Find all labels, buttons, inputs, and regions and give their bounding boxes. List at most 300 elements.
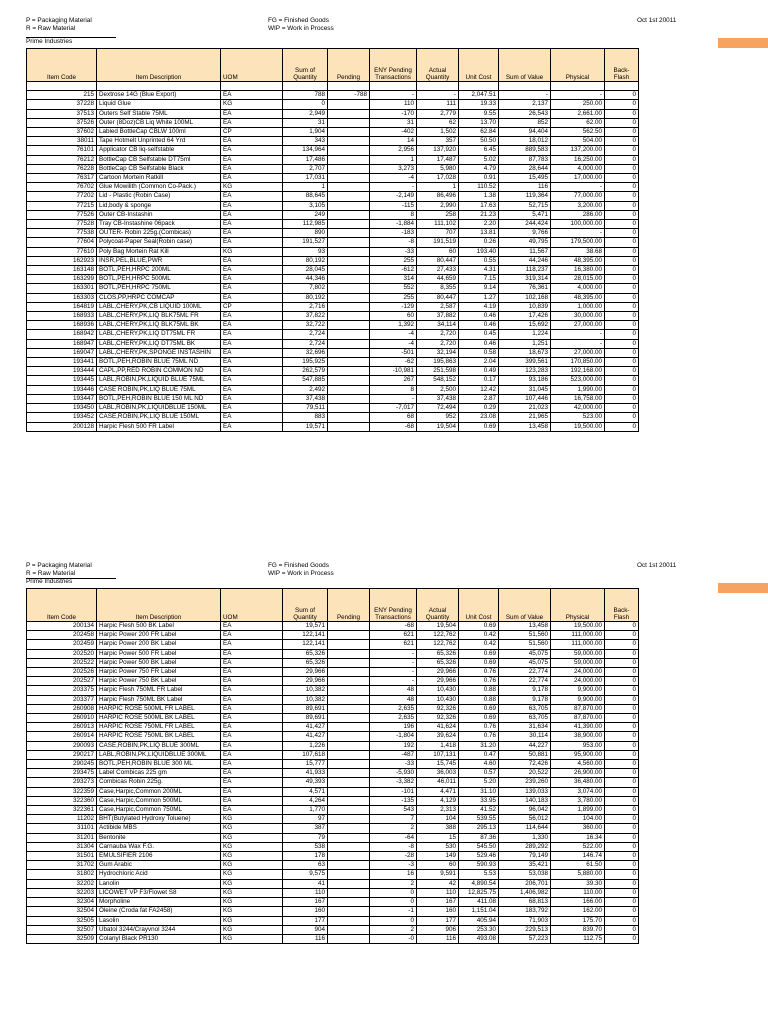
table-row bbox=[27, 201, 639, 210]
back-flash-cell: 0 bbox=[605, 146, 639, 155]
item-code-cell: 77610 bbox=[27, 247, 97, 256]
uom-cell: EA bbox=[221, 760, 283, 769]
item-code-cell: 32507 bbox=[27, 925, 97, 934]
table-row bbox=[27, 787, 639, 796]
column-header-eny-pending: ENY Pending Transactions bbox=[370, 589, 417, 622]
uom-cell: EA bbox=[221, 229, 283, 238]
unit-cost-cell: 253.30 bbox=[459, 925, 499, 934]
actual-quantity-cell: 19,504 bbox=[417, 422, 459, 431]
table-row bbox=[27, 266, 639, 275]
unit-cost-cell: 1.27 bbox=[459, 293, 499, 302]
eny-pending-cell: - bbox=[370, 183, 417, 192]
sum-of-quantity-cell: 107,618 bbox=[283, 750, 328, 759]
item-description-cell: Outer CB-Instashin bbox=[97, 210, 221, 219]
actual-quantity-cell: 357 bbox=[417, 137, 459, 146]
table-row bbox=[27, 723, 639, 732]
eny-pending-cell: -183 bbox=[370, 229, 417, 238]
table-row bbox=[27, 925, 639, 934]
physical-cell: 38.68 bbox=[551, 247, 605, 256]
item-code-cell: 215 bbox=[27, 91, 97, 100]
table-row bbox=[27, 183, 639, 192]
sum-of-value-cell: 889,583 bbox=[499, 146, 551, 155]
back-flash-cell: 0 bbox=[605, 256, 639, 265]
actual-quantity-cell: 86,496 bbox=[417, 192, 459, 201]
physical-cell: 4,000.00 bbox=[551, 284, 605, 293]
item-description-cell: BOTL,PEH,HRPC 200ML bbox=[97, 266, 221, 275]
sum-of-quantity-cell: 2,949 bbox=[283, 109, 328, 118]
physical-cell: 3,200.00 bbox=[551, 201, 605, 210]
pending-cell bbox=[328, 100, 370, 109]
physical-cell: - bbox=[551, 91, 605, 100]
pending-cell bbox=[328, 732, 370, 741]
physical-cell: 36,480.00 bbox=[551, 778, 605, 787]
table-row bbox=[27, 888, 639, 897]
table-row bbox=[27, 907, 639, 916]
table-row bbox=[27, 824, 639, 833]
item-code-cell: 76101 bbox=[27, 146, 97, 155]
column-header-uom: UOM bbox=[221, 589, 283, 622]
inventory-table-2 bbox=[26, 588, 639, 944]
sum-of-quantity-cell: 65,326 bbox=[283, 649, 328, 658]
legend-wip: WIP = Work in Process bbox=[268, 570, 334, 577]
physical-cell: 16,380.00 bbox=[551, 266, 605, 275]
sum-of-quantity-cell: 191,527 bbox=[283, 238, 328, 247]
pending-cell bbox=[328, 394, 370, 403]
item-description-cell: Harpic Power 200 BK Label bbox=[97, 640, 221, 649]
unit-cost-cell: 0.69 bbox=[459, 714, 499, 723]
item-description-cell: Carnauba Wax F.G. bbox=[97, 842, 221, 851]
back-flash-cell: 0 bbox=[605, 321, 639, 330]
actual-quantity-cell: 160 bbox=[417, 907, 459, 916]
physical-cell: 19,500.00 bbox=[551, 622, 605, 631]
item-code-cell: 77604 bbox=[27, 238, 97, 247]
back-flash-cell: 0 bbox=[605, 422, 639, 431]
item-description-cell: LABL,CHERY,PK,SPONGE INSTASHIN bbox=[97, 348, 221, 357]
item-description-cell: Lanolin bbox=[97, 879, 221, 888]
item-description-cell: Harpic Power 200 FR Label bbox=[97, 631, 221, 640]
sum-of-value-cell: 94,404 bbox=[499, 128, 551, 137]
physical-cell: 286.00 bbox=[551, 210, 605, 219]
actual-quantity-cell: 29,966 bbox=[417, 668, 459, 677]
uom-cell: EA bbox=[221, 394, 283, 403]
eny-pending-cell: 267 bbox=[370, 376, 417, 385]
eny-pending-cell: 68 bbox=[370, 413, 417, 422]
back-flash-cell: 0 bbox=[605, 266, 639, 275]
sum-of-quantity-cell: 3,105 bbox=[283, 201, 328, 210]
actual-quantity-cell: 1,418 bbox=[417, 741, 459, 750]
sum-of-quantity-cell: 904 bbox=[283, 925, 328, 934]
unit-cost-cell: 50.50 bbox=[459, 137, 499, 146]
eny-pending-cell: 110 bbox=[370, 100, 417, 109]
item-description-cell: Liquid Glue bbox=[97, 100, 221, 109]
pending-cell bbox=[328, 796, 370, 805]
table-row bbox=[27, 192, 639, 201]
eny-pending-cell: -4 bbox=[370, 174, 417, 183]
unit-cost-cell: 33.95 bbox=[459, 796, 499, 805]
sum-of-quantity-cell: 160 bbox=[283, 907, 328, 916]
item-description-cell: CASE ROBIN,PK,LIQ BLUE 75ML bbox=[97, 385, 221, 394]
eny-pending-cell: 314 bbox=[370, 275, 417, 284]
column-header-pending: Pending bbox=[328, 49, 370, 82]
item-code-cell: 169047 bbox=[27, 348, 97, 357]
back-flash-cell: 0 bbox=[605, 128, 639, 137]
actual-quantity-cell: 388 bbox=[417, 824, 459, 833]
sum-of-value-cell: 28,644 bbox=[499, 164, 551, 173]
column-header-eny-pending: ENY Pending Transactions bbox=[370, 49, 417, 82]
sum-of-value-cell: 49,795 bbox=[499, 238, 551, 247]
sum-of-value-cell: 35,421 bbox=[499, 861, 551, 870]
item-description-cell: HARPIC ROSE 750ML FR LABEL bbox=[97, 723, 221, 732]
pending-cell bbox=[328, 137, 370, 146]
physical-cell: 2,661.00 bbox=[551, 109, 605, 118]
item-description-cell: Glue Mowilith (Common Co-Pack.) bbox=[97, 183, 221, 192]
back-flash-cell: 0 bbox=[605, 640, 639, 649]
unit-cost-cell: 9.14 bbox=[459, 284, 499, 293]
item-code-cell: 163303 bbox=[27, 293, 97, 302]
item-code-cell: 76317 bbox=[27, 174, 97, 183]
item-description-cell: Cartoon Mortein Ratkill bbox=[97, 174, 221, 183]
pending-cell bbox=[328, 247, 370, 256]
item-description-cell: Colanyl Black PR130 bbox=[97, 934, 221, 943]
uom-cell: EA bbox=[221, 321, 283, 330]
sum-of-quantity-cell: 883 bbox=[283, 413, 328, 422]
physical-cell: 41,390.00 bbox=[551, 723, 605, 732]
actual-quantity-cell: 46,011 bbox=[417, 778, 459, 787]
item-code-cell: 203377 bbox=[27, 695, 97, 704]
spacer-cell bbox=[328, 82, 370, 91]
actual-quantity-cell: 104 bbox=[417, 815, 459, 824]
pending-cell bbox=[328, 284, 370, 293]
sum-of-quantity-cell: 41 bbox=[283, 879, 328, 888]
physical-cell: 3,074.00 bbox=[551, 787, 605, 796]
unit-cost-cell: 0.76 bbox=[459, 732, 499, 741]
item-description-cell: Hydrochloric Acid bbox=[97, 870, 221, 879]
sum-of-value-cell: 139,033 bbox=[499, 787, 551, 796]
sum-of-value-cell: 9,178 bbox=[499, 686, 551, 695]
item-description-cell: Gum Arabic bbox=[97, 861, 221, 870]
back-flash-cell: 0 bbox=[605, 183, 639, 192]
table-row bbox=[27, 137, 639, 146]
physical-cell: 62.00 bbox=[551, 118, 605, 127]
table-row bbox=[27, 640, 639, 649]
physical-cell: - bbox=[551, 229, 605, 238]
unit-cost-cell: 19.33 bbox=[459, 100, 499, 109]
legend-packaging: P = Packaging Material bbox=[26, 562, 92, 569]
table-row bbox=[27, 898, 639, 907]
item-description-cell: LABL,ROBIN,PK,LIQUIDBLUE 150ML bbox=[97, 404, 221, 413]
company-name: Prime Industries bbox=[26, 38, 73, 45]
eny-pending-cell: - bbox=[370, 394, 417, 403]
back-flash-cell: 0 bbox=[605, 925, 639, 934]
sum-of-value-cell: 15,495 bbox=[499, 174, 551, 183]
unit-cost-cell: 0.91 bbox=[459, 174, 499, 183]
back-flash-cell: 0 bbox=[605, 815, 639, 824]
physical-cell: 170,850.00 bbox=[551, 358, 605, 367]
sum-of-value-cell: 63,705 bbox=[499, 714, 551, 723]
table-row bbox=[27, 155, 639, 164]
back-flash-cell: 0 bbox=[605, 118, 639, 127]
item-description-cell: Harpic Power 500 BK Label bbox=[97, 658, 221, 667]
sum-of-quantity-cell: 110 bbox=[283, 888, 328, 897]
unit-cost-cell: 31.10 bbox=[459, 787, 499, 796]
item-code-cell: 260908 bbox=[27, 704, 97, 713]
uom-cell: EA bbox=[221, 787, 283, 796]
uom-cell: EA bbox=[221, 704, 283, 713]
uom-cell: KG bbox=[221, 833, 283, 842]
sum-of-value-cell: 21,965 bbox=[499, 413, 551, 422]
sum-of-value-cell: 1,406,982 bbox=[499, 888, 551, 897]
actual-quantity-cell: 167 bbox=[417, 898, 459, 907]
unit-cost-cell: 4,890.54 bbox=[459, 879, 499, 888]
column-header-back-flash: Back-Flash bbox=[605, 49, 639, 82]
eny-pending-cell: -501 bbox=[370, 348, 417, 357]
actual-quantity-cell: 4,471 bbox=[417, 787, 459, 796]
pending-cell bbox=[328, 916, 370, 925]
uom-cell: EA bbox=[221, 220, 283, 229]
actual-quantity-cell: 60 bbox=[417, 861, 459, 870]
back-flash-cell: 0 bbox=[605, 385, 639, 394]
sum-of-quantity-cell: 37,822 bbox=[283, 312, 328, 321]
eny-pending-cell: -4 bbox=[370, 330, 417, 339]
legend-left bbox=[26, 562, 92, 578]
back-flash-cell: 0 bbox=[605, 741, 639, 750]
item-code-cell: 32509 bbox=[27, 934, 97, 943]
pending-cell bbox=[328, 321, 370, 330]
actual-quantity-cell: 80,447 bbox=[417, 256, 459, 265]
table-row bbox=[27, 815, 639, 824]
pending-cell bbox=[328, 275, 370, 284]
sum-of-quantity-cell: 343 bbox=[283, 137, 328, 146]
uom-cell: EA bbox=[221, 422, 283, 431]
pending-cell bbox=[328, 238, 370, 247]
actual-quantity-cell: 92,326 bbox=[417, 704, 459, 713]
item-code-cell: 32304 bbox=[27, 898, 97, 907]
uom-cell: EA bbox=[221, 109, 283, 118]
unit-cost-cell: 0.49 bbox=[459, 367, 499, 376]
item-description-cell: CASE,ROBIN,PK,LIQ BLUE 150ML bbox=[97, 413, 221, 422]
sum-of-value-cell: 57,223 bbox=[499, 934, 551, 943]
back-flash-cell: 0 bbox=[605, 293, 639, 302]
column-header-sum-of-value: Sum of Value bbox=[499, 589, 551, 622]
table-row bbox=[27, 778, 639, 787]
pending-cell bbox=[328, 192, 370, 201]
back-flash-cell: 0 bbox=[605, 769, 639, 778]
item-description-cell: Harpic Flesh 750ML BK Label bbox=[97, 695, 221, 704]
sum-of-quantity-cell: 49,393 bbox=[283, 778, 328, 787]
item-code-cell: 37602 bbox=[27, 128, 97, 137]
unit-cost-cell: 529.46 bbox=[459, 852, 499, 861]
item-code-cell: 202526 bbox=[27, 668, 97, 677]
back-flash-cell: 0 bbox=[605, 732, 639, 741]
physical-cell: 77,000.00 bbox=[551, 192, 605, 201]
item-description-cell: HARPIC ROSE 500ML BK LABEL bbox=[97, 714, 221, 723]
spacer-cell bbox=[499, 82, 551, 91]
item-code-cell: 193452 bbox=[27, 413, 97, 422]
eny-pending-cell: 1 bbox=[370, 155, 417, 164]
sum-of-value-cell: 13,458 bbox=[499, 422, 551, 431]
unit-cost-cell: 31.20 bbox=[459, 741, 499, 750]
column-header-item-code: Item Code bbox=[27, 49, 97, 82]
eny-pending-cell: 1,392 bbox=[370, 321, 417, 330]
eny-pending-cell: 31 bbox=[370, 118, 417, 127]
eny-pending-cell: 2 bbox=[370, 879, 417, 888]
unit-cost-cell: 23.08 bbox=[459, 413, 499, 422]
sum-of-quantity-cell: 79 bbox=[283, 833, 328, 842]
unit-cost-cell: 2.87 bbox=[459, 394, 499, 403]
unit-cost-cell: 7.15 bbox=[459, 275, 499, 284]
eny-pending-cell: 255 bbox=[370, 293, 417, 302]
back-flash-cell: 0 bbox=[605, 210, 639, 219]
physical-cell: 42,000.00 bbox=[551, 404, 605, 413]
unit-cost-cell: 5.20 bbox=[459, 778, 499, 787]
sum-of-quantity-cell: 32,722 bbox=[283, 321, 328, 330]
item-code-cell: 38011 bbox=[27, 137, 97, 146]
item-code-cell: 168947 bbox=[27, 339, 97, 348]
sum-of-value-cell: 119,364 bbox=[499, 192, 551, 201]
pending-cell bbox=[328, 404, 370, 413]
table-row bbox=[27, 321, 639, 330]
uom-cell: EA bbox=[221, 640, 283, 649]
item-code-cell: 202522 bbox=[27, 658, 97, 667]
physical-cell: 16,250.00 bbox=[551, 155, 605, 164]
sum-of-value-cell: 118,237 bbox=[499, 266, 551, 275]
pending-cell bbox=[328, 852, 370, 861]
unit-cost-cell: 110.52 bbox=[459, 183, 499, 192]
uom-cell: EA bbox=[221, 750, 283, 759]
item-code-cell: 31501 bbox=[27, 852, 97, 861]
eny-pending-cell: 0 bbox=[370, 888, 417, 897]
back-flash-cell: 0 bbox=[605, 164, 639, 173]
unit-cost-cell: 0.26 bbox=[459, 238, 499, 247]
back-flash-cell: 0 bbox=[605, 658, 639, 667]
pending-cell bbox=[328, 164, 370, 173]
actual-quantity-cell: 36,003 bbox=[417, 769, 459, 778]
sum-of-quantity-cell: 32,696 bbox=[283, 348, 328, 357]
eny-pending-cell: 8 bbox=[370, 210, 417, 219]
physical-cell: 522.00 bbox=[551, 842, 605, 851]
eny-pending-cell: 8 bbox=[370, 385, 417, 394]
spacer-cell bbox=[459, 82, 499, 91]
actual-quantity-cell: 80,447 bbox=[417, 293, 459, 302]
uom-cell: EA bbox=[221, 339, 283, 348]
item-code-cell: 32203 bbox=[27, 888, 97, 897]
table-header bbox=[27, 49, 639, 82]
unit-cost-cell: 21.23 bbox=[459, 210, 499, 219]
item-code-cell: 32505 bbox=[27, 916, 97, 925]
unit-cost-cell: 411.08 bbox=[459, 898, 499, 907]
sum-of-quantity-cell: 93 bbox=[283, 247, 328, 256]
eny-pending-cell: -115 bbox=[370, 201, 417, 210]
pending-cell bbox=[328, 861, 370, 870]
column-header-unit-cost: Unit Cost bbox=[459, 589, 499, 622]
eny-pending-cell: 48 bbox=[370, 695, 417, 704]
uom-cell: KG bbox=[221, 925, 283, 934]
table-row bbox=[27, 934, 639, 943]
uom-cell: KG bbox=[221, 934, 283, 943]
sum-of-value-cell: 1,330 bbox=[499, 833, 551, 842]
back-flash-cell: 0 bbox=[605, 238, 639, 247]
physical-cell: - bbox=[551, 330, 605, 339]
eny-pending-cell: -4 bbox=[370, 339, 417, 348]
item-description-cell: Label Combicas 225 gm bbox=[97, 769, 221, 778]
table-row bbox=[27, 348, 639, 357]
unit-cost-cell: 405.94 bbox=[459, 916, 499, 925]
sum-of-value-cell: - bbox=[499, 91, 551, 100]
item-code-cell: 260914 bbox=[27, 732, 97, 741]
item-description-cell: Case,Harpic,Common 500ML bbox=[97, 796, 221, 805]
sum-of-quantity-cell: 1,904 bbox=[283, 128, 328, 137]
unit-cost-cell: 0.58 bbox=[459, 348, 499, 357]
eny-pending-cell: 552 bbox=[370, 284, 417, 293]
item-code-cell: 31304 bbox=[27, 842, 97, 851]
back-flash-cell: 0 bbox=[605, 137, 639, 146]
eny-pending-cell: - bbox=[370, 677, 417, 686]
spacer-cell bbox=[551, 82, 605, 91]
item-description-cell: Harpic Flesh 500 BK Label bbox=[97, 622, 221, 631]
column-header-physical: Physical bbox=[551, 49, 605, 82]
table-row bbox=[27, 229, 639, 238]
item-description-cell: Outer (8Doz)CB Liq White 100ML bbox=[97, 118, 221, 127]
physical-cell: 100,000.00 bbox=[551, 220, 605, 229]
actual-quantity-cell: 1,502 bbox=[417, 128, 459, 137]
uom-cell: EA bbox=[221, 348, 283, 357]
uom-cell: EA bbox=[221, 146, 283, 155]
sum-of-value-cell: 852 bbox=[499, 118, 551, 127]
sum-of-quantity-cell: 2,716 bbox=[283, 302, 328, 311]
unit-cost-cell: 41.52 bbox=[459, 806, 499, 815]
sum-of-value-cell: 87,783 bbox=[499, 155, 551, 164]
uom-cell: KG bbox=[221, 888, 283, 897]
table-row bbox=[27, 330, 639, 339]
physical-cell: 1,990.00 bbox=[551, 385, 605, 394]
physical-cell: 16,758.00 bbox=[551, 394, 605, 403]
sum-of-quantity-cell: 4,264 bbox=[283, 796, 328, 805]
uom-cell: EA bbox=[221, 91, 283, 100]
eny-pending-cell: -3 bbox=[370, 861, 417, 870]
table-row bbox=[27, 806, 639, 815]
physical-cell: 360.00 bbox=[551, 824, 605, 833]
column-header-sum-of-quantity: Sum of Quantity bbox=[283, 49, 328, 82]
pending-cell bbox=[328, 787, 370, 796]
item-description-cell: Case,Harpic,Common 200ML bbox=[97, 787, 221, 796]
unit-cost-cell: 0.29 bbox=[459, 404, 499, 413]
item-description-cell: LABL,ROBIN,PK,LIQUID BLUE 75ML bbox=[97, 376, 221, 385]
sum-of-quantity-cell: 547,885 bbox=[283, 376, 328, 385]
actual-quantity-cell: 2,587 bbox=[417, 302, 459, 311]
sum-of-quantity-cell: 17,486 bbox=[283, 155, 328, 164]
item-code-cell: 260913 bbox=[27, 723, 97, 732]
item-description-cell: Lid - Plastic (Robin Case) bbox=[97, 192, 221, 201]
pending-cell bbox=[328, 815, 370, 824]
item-code-cell: 11202 bbox=[27, 815, 97, 824]
eny-pending-cell: -101 bbox=[370, 787, 417, 796]
physical-cell: 28,015.00 bbox=[551, 275, 605, 284]
physical-cell: 562.50 bbox=[551, 128, 605, 137]
back-flash-cell: 0 bbox=[605, 861, 639, 870]
spacer-cell bbox=[221, 82, 283, 91]
item-code-cell: 77528 bbox=[27, 220, 97, 229]
item-code-cell: 32504 bbox=[27, 907, 97, 916]
back-flash-cell: 0 bbox=[605, 668, 639, 677]
sum-of-quantity-cell: 88,645 bbox=[283, 192, 328, 201]
table-row bbox=[27, 210, 639, 219]
eny-pending-cell: - bbox=[370, 649, 417, 658]
item-code-cell: 37526 bbox=[27, 118, 97, 127]
uom-cell: EA bbox=[221, 201, 283, 210]
sum-of-value-cell: 116 bbox=[499, 183, 551, 192]
item-code-cell: 162923 bbox=[27, 256, 97, 265]
uom-cell: EA bbox=[221, 622, 283, 631]
